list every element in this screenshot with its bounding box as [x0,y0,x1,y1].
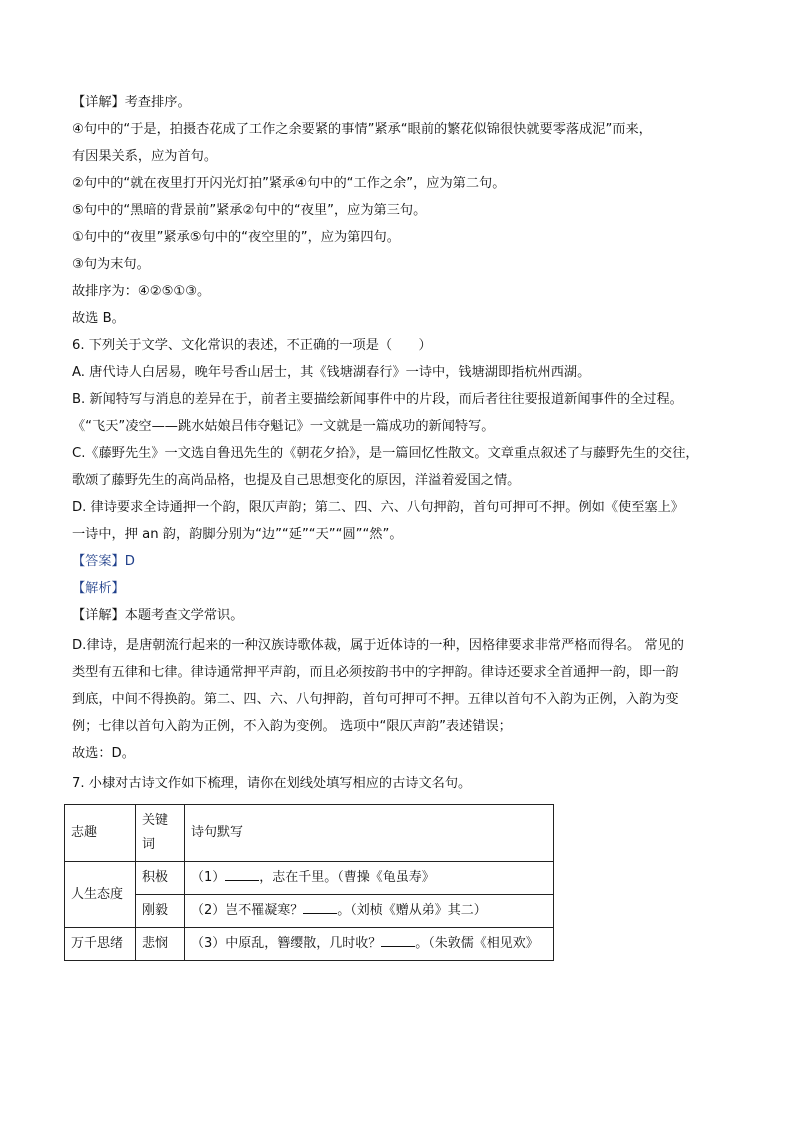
header-keyword: 关键词 [136,805,185,862]
text-line: ①句中的“夜里”紧承⑤句中的“夜空里的”，应为第四句。 [72,230,400,245]
text-line: ④句中的“于是，拍摄杏花成了工作之余要紧的事情”紧承“眼前的繁花似锦很快就要零落成泥”而来， [72,122,652,137]
text-line: 6. 下列关于文学、文化常识的表述，不正确的一项是（ ） [72,338,432,353]
poem-pre: （2）岂不罹凝寒？ [191,903,304,918]
text-line: B. 新闻特写与消息的差异在于，前者主要描绘新闻事件中的片段，而后者往往要报道新闻事件的全过程。 [72,392,683,407]
poem-pre: （3）中原乱，簪缨散，几时收？ [191,936,382,951]
text-line: 【答案】D [72,554,135,569]
header-poem: 诗句默写 [185,805,554,862]
text-line: ③句为末句。 [72,257,150,272]
text-line: 故排序为：④②⑤①③。 [72,284,211,299]
text-line: 故选：D。 [72,746,135,761]
header-zhiqu: 志趣 [65,805,136,862]
text-line: 到底，中间不得换韵。第二、四、六、八句押韵，首句可押可不押。五律以首句不入韵为正例，入韵为变 [72,692,679,707]
table-row [65,895,554,928]
poem-cell [185,928,554,961]
text-line: C.《藤野先生》一文选自鲁迅先生的《朝花夕拾》，是一篇回忆性散文。文章重点叙述了与藤野先生的交往， [72,446,699,461]
text-line: 类型有五律和七律。律诗通常押平声韵，而且必须按韵书中的字押韵。律诗还要求全首通押一韵，即一韵 [72,665,679,680]
text-line: ⑤句中的“黑暗的背景前”紧承②句中的“夜里”，应为第三句。 [72,203,427,218]
keyword-cell: 积极 [136,862,185,895]
text-line: 【解析】 [72,581,125,596]
text-line: 【详解】本题考查文学常识。 [72,608,244,623]
poem-cell [185,895,554,928]
fill-blank [303,901,337,914]
poem-post: 。（刘桢《赠从弟》其二） [337,903,487,918]
table-header-row [65,805,554,862]
text-line: ②句中的“就在夜里打开闪光灯拍”紧承④句中的“工作之余”，应为第二句。 [72,176,506,191]
table-row [65,928,554,961]
text-line: 《“飞天”凌空——跳水姑娘吕伟夺魁记》一文就是一篇成功的新闻特写。 [72,419,495,434]
text-line: 一诗中，押 an 韵，韵脚分别为“边”“延”“天”“圆”“然”。 [72,527,403,542]
text-line: 7. 小棣对古诗文作如下梳理，请你在划线处填写相应的古诗文名句。 [72,776,472,791]
text-line: 歌颂了藤野先生的高尚品格，也提及自己思想变化的原因，洋溢着爱国之情。 [72,473,521,488]
fill-blank [381,934,415,947]
keyword-cell: 刚毅 [136,895,185,928]
text-line: 故选 B。 [72,311,125,326]
poem-cell [185,862,554,895]
text-line: D.律诗，是唐朝流行起来的一种汉族诗歌体裁，属于近体诗的一种，因格律要求非常严格而得名。 常见的 [72,638,684,653]
poem-post: ，志在千里。（曹操《龟虽寿》 [259,870,435,885]
text-line: A. 唐代诗人白居易，晚年号香山居士，其《钱塘湖春行》一诗中，钱塘湖即指杭州西湖。 [72,365,591,380]
group-life-attitude: 人生态度 [65,862,136,928]
text-line: 例；七律以首句入韵为正例，不入韵为变例。 选项中“限仄声韵”表述错误； [72,719,512,734]
poem-pre: （1） [191,870,226,885]
text-line: 有因果关系，应为首句。 [72,149,218,164]
poem-post: 。（朱敦儒《相见欢》 [415,936,539,951]
fill-blank [225,868,259,881]
keyword-cell: 悲悯 [136,928,185,961]
text-line: D. 律诗要求全诗通押一个韵，限仄声韵；第二、四、六、八句押韵，首句可押可不押。例如《使至塞上》 [72,500,684,515]
poem-table [64,804,554,961]
group-thoughts: 万千思绪 [65,928,136,961]
text-line: 【详解】考查排序。 [72,95,191,110]
table-row [65,862,554,895]
